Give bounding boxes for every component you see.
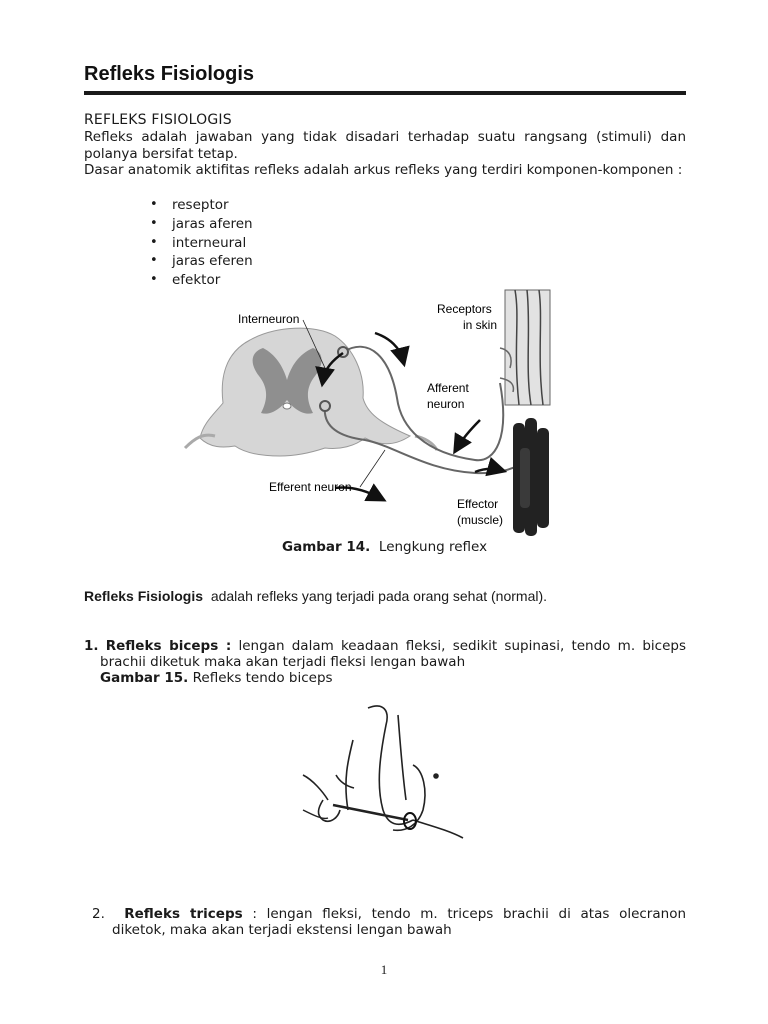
label-afferent-neuron: neuron bbox=[427, 397, 465, 411]
bullet-icon: • bbox=[150, 197, 158, 212]
label-efferent-neuron: Efferent neuron bbox=[269, 480, 352, 494]
list-item: • efektor bbox=[150, 272, 221, 289]
bullet-icon: • bbox=[150, 234, 158, 250]
label-receptors: Receptors bbox=[437, 302, 492, 316]
list-item-biceps: 1. Refleks biceps : lengan dalam keadaan fleksi, sedikit supinasi, tendo m. biceps brachii diketuk maka akan terjadi fleksi lengan bawah bbox=[84, 638, 686, 670]
paragraph-definition: Refleks adalah jawaban yang tidak disadari terhadap suatu rangsang (stimuli) dan polanya bersifat tetap. bbox=[84, 129, 686, 162]
biceps-reflex-figure bbox=[288, 700, 478, 850]
bullet-icon: • bbox=[150, 272, 158, 288]
label-interneuron: Interneuron bbox=[238, 312, 300, 326]
muscle-icon bbox=[513, 418, 549, 536]
label-muscle: (muscle) bbox=[457, 513, 504, 527]
section-heading: REFLEKS FISIOLOGIS bbox=[84, 112, 232, 128]
list-item: • reseptor bbox=[150, 197, 229, 213]
label-effector: Effector bbox=[457, 497, 499, 511]
component-list bbox=[148, 196, 448, 290]
bullet-icon: • bbox=[150, 253, 158, 269]
reflex-arc-figure bbox=[175, 288, 565, 538]
list-item: • interneural bbox=[150, 234, 247, 251]
list-item: • jaras aferen bbox=[150, 215, 253, 232]
definition-line: Refleks Fisiologis adalah refleks yang terjadi pada orang sehat (normal). bbox=[84, 588, 548, 604]
figure-14-caption: Gambar 14. Lengkung reflex bbox=[282, 539, 488, 555]
arrow-icon bbox=[457, 420, 480, 448]
bullet-icon: • bbox=[150, 215, 158, 231]
spinal-cord-icon bbox=[185, 328, 437, 456]
label-afferent: Afferent bbox=[427, 381, 469, 395]
figure-15-label: Gambar 15. Refleks tendo biceps bbox=[100, 670, 333, 686]
skin-receptor-icon bbox=[500, 290, 550, 405]
page-number: 1 bbox=[380, 962, 388, 977]
reflex-hammer-icon bbox=[333, 805, 416, 829]
list-item: • jaras eferen bbox=[150, 253, 253, 270]
title-underline bbox=[84, 91, 686, 95]
paragraph-anatomy: Dasar anatomik aktifitas refleks adalah arkus refleks yang terdiri komponen-komponen : bbox=[84, 162, 683, 178]
list-item-triceps: 2. Refleks triceps : lengan fleksi, tendo m. triceps brachii di atas olecranon diketok, maka akan terjadi ekstensi lengan bawah bbox=[92, 906, 687, 938]
label-in-skin: in skin bbox=[463, 318, 498, 332]
page-title: Refleks Fisiologis bbox=[84, 63, 255, 85]
